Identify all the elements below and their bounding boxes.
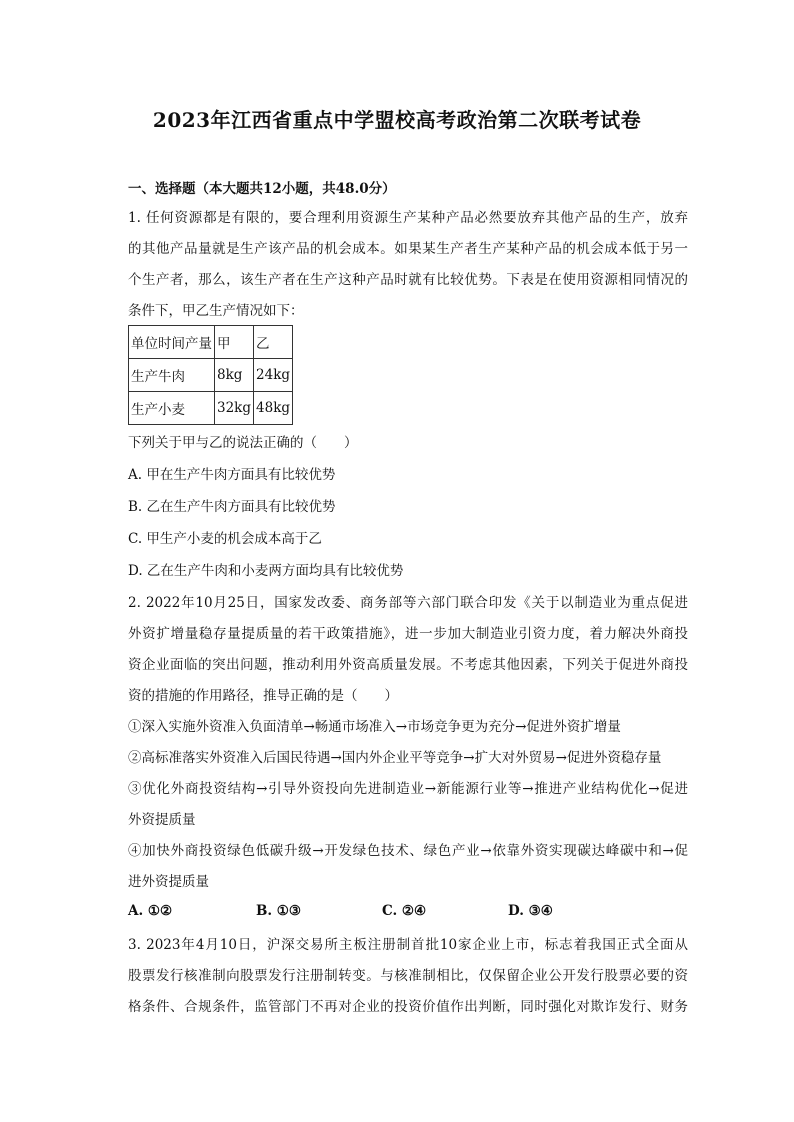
q1-text-line: 的其他产品量就是生产该产品的机会成本。如果某生产者生产某种产品的机会成本低于另一 bbox=[128, 241, 688, 257]
q1-text-line: 1. 任何资源都是有限的，要合理利用资源生产某种产品必然要放弃其他产品的生产，放弃 bbox=[128, 210, 688, 226]
q1-text-line: 个生产者，那么，该生产者在生产这种产品时就有比较优势。下表是在使用资源相同情况的 bbox=[128, 272, 688, 288]
q2-text-line: 外资扩增量稳存量提质量的若干政策措施》，进一步加大制造业引资力度，着力解决外商投 bbox=[128, 626, 688, 642]
q2-statement-cont: 外资提质量 bbox=[128, 812, 196, 828]
q2-statement: ①深入实施外资准入负面清单→畅通市场准入→市场竞争更为充分→促进外资扩增量 bbox=[128, 719, 621, 735]
q2-statement-cont: 进外资提质量 bbox=[128, 874, 209, 890]
q3-text-line: 3. 2023年4月10日，沪深交易所主板注册制首批10家企业上市，标志着我国正式全面从 bbox=[128, 937, 688, 953]
production-table bbox=[128, 325, 293, 425]
q2-text-line: 资的措施的作用路径，推导正确的是（ ） bbox=[128, 688, 398, 704]
q1-option-a: A. 甲在生产牛肉方面具有比较优势 bbox=[128, 467, 336, 483]
q2-option-c: C. ②④ bbox=[382, 903, 427, 919]
q2-option-d: D. ③④ bbox=[508, 903, 553, 919]
q2-option-a: A. ①② bbox=[128, 903, 173, 919]
table-cell: 生产小麦 bbox=[129, 392, 215, 425]
table-cell: 8kg bbox=[215, 359, 254, 392]
table-cell: 24kg bbox=[254, 359, 293, 392]
table-header-cell: 甲 bbox=[215, 326, 254, 359]
q2-options bbox=[128, 903, 688, 923]
table-header-row bbox=[129, 326, 293, 359]
q2-text-line: 资企业面临的突出问题，推动利用外资高质量发展。不考虑其他因素，下列关于促进外商投 bbox=[128, 657, 688, 673]
q2-statement: ④加快外商投资绿色低碳升级→开发绿色技术、绿色产业→依靠外资实现碳达峰碳中和→促 bbox=[128, 843, 688, 859]
q1-option-c: C. 甲生产小麦的机会成本高于乙 bbox=[128, 531, 322, 547]
q1-text-line: 条件下，甲乙生产情况如下： bbox=[128, 303, 304, 319]
q1-option-b: B. 乙在生产牛肉方面具有比较优势 bbox=[128, 499, 336, 515]
table-cell: 生产牛肉 bbox=[129, 359, 215, 392]
table-header-cell: 单位时间产量 bbox=[129, 326, 215, 359]
table-header-cell: 乙 bbox=[254, 326, 293, 359]
table-cell: 32kg bbox=[215, 392, 254, 425]
table-row bbox=[129, 392, 293, 425]
q2-option-b: B. ①③ bbox=[256, 903, 302, 919]
section-heading: 一、选择题（本大题共12小题，共48.0分） bbox=[128, 181, 396, 197]
q3-text-line: 股票发行核准制向股票发行注册制转变。与核准制相比，仅保留企业公开发行股票必要的资 bbox=[128, 968, 688, 984]
q2-statement: ③优化外商投资结构→引导外资投向先进制造业→新能源行业等→推进产业结构优化→促进 bbox=[128, 781, 688, 797]
exam-title: 2023年江西省重点中学盟校高考政治第二次联考试卷 bbox=[152, 108, 642, 132]
table-cell: 48kg bbox=[254, 392, 293, 425]
q2-statement: ②高标准落实外资准入后国民待遇→国内外企业平等竞争→扩大对外贸易→促进外资稳存量 bbox=[128, 750, 662, 766]
q3-text-line: 格条件、合规条件，监管部门不再对企业的投资价值作出判断，同时强化对欺诈发行、财务 bbox=[128, 999, 688, 1015]
q1-stem: 下列关于甲与乙的说法正确的（ ） bbox=[128, 435, 358, 451]
q2-text-line: 2. 2022年10月25日，国家发改委、商务部等六部门联合印发《关于以制造业为重点促进 bbox=[128, 595, 688, 611]
table-row bbox=[129, 359, 293, 392]
q1-option-d: D. 乙在生产牛肉和小麦两方面均具有比较优势 bbox=[128, 563, 404, 579]
